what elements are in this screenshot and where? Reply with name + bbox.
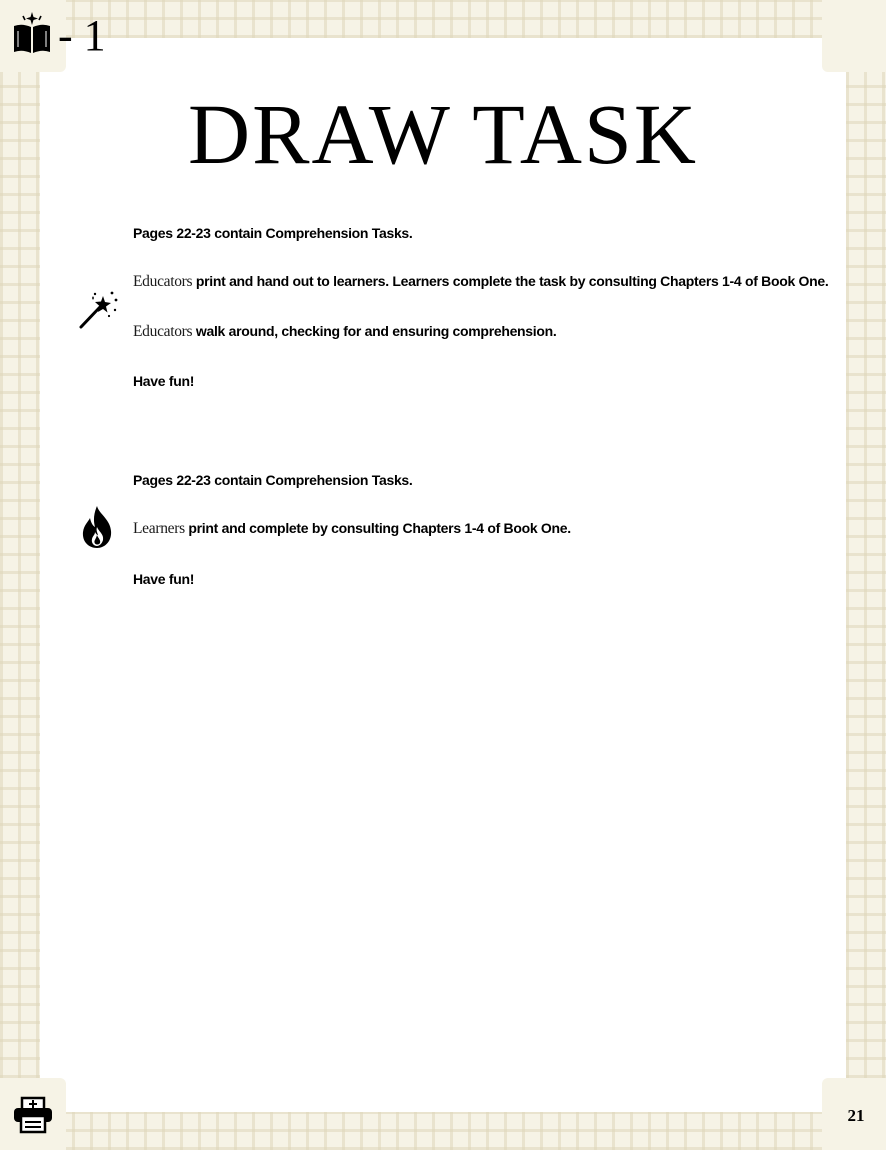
learner-instruction	[133, 520, 571, 538]
educator-instruction-1	[133, 273, 828, 291]
educator-pages-text: Pages 22-23 contain Comprehension Tasks.	[133, 225, 413, 241]
learner-have-fun: Have fun!	[133, 571, 195, 587]
role-learners: Learners	[133, 520, 185, 537]
decorative-border-bottom	[0, 1112, 886, 1150]
open-book-icon	[12, 12, 52, 59]
magic-wand-icon	[78, 288, 120, 335]
chapter-badge	[12, 12, 106, 59]
learner-pages-text: Pages 22-23 contain Comprehension Tasks.	[133, 472, 413, 488]
corner-top-right	[822, 0, 886, 72]
printer-icon[interactable]	[12, 1096, 54, 1139]
learner-instruction-text: print and complete by consulting Chapters 1-4 of Book One.	[184, 520, 571, 536]
page-title: DRAW TASK	[188, 86, 698, 182]
educator-instruction-1-text: print and hand out to learners. Learners complete the task by consulting Chapters 1-4 of Book One.	[192, 273, 829, 289]
flame-icon	[80, 505, 114, 554]
role-educators: Educators	[133, 323, 193, 340]
educator-instruction-2	[133, 323, 556, 341]
educator-instruction-2-text: walk around, checking for and ensuring comprehension.	[192, 323, 557, 339]
page-number: 21	[847, 1106, 865, 1125]
decorative-border-top	[0, 0, 886, 38]
chapter-label: - 1	[58, 10, 106, 60]
role-educators: Educators	[133, 273, 193, 290]
educator-have-fun: Have fun!	[133, 373, 195, 389]
